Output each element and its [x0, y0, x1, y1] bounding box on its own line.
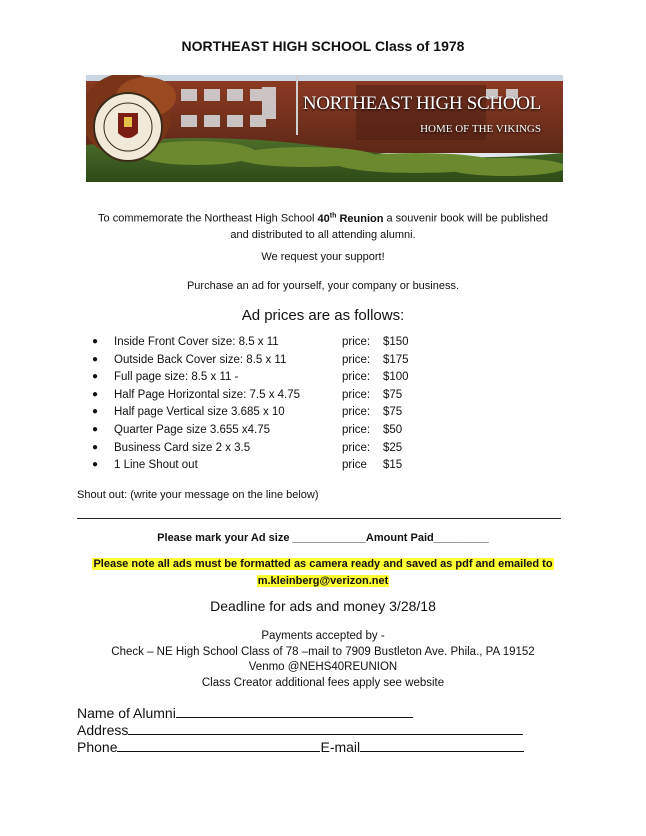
payments-heading: Payments accepted by - [261, 630, 385, 642]
deadline-text: Deadline for ads and money 3/28/18 [210, 598, 436, 614]
email-label: E-mail [320, 739, 361, 755]
banner-tagline: HOME OF THE VIKINGS [420, 123, 541, 135]
payment-class-creator: Class Creator additional fees apply see website [201, 676, 445, 689]
purchase-text: Purchase an ad for yourself, your company or business. [186, 280, 460, 292]
intro-text [0, 208, 646, 243]
price-list-item: ● Outside Back Cover size: 8.5 x 11 price: $175 [92, 353, 409, 366]
format-note [0, 556, 646, 590]
address-label: Address [77, 722, 129, 738]
phone-label: Phone [77, 739, 118, 755]
shout-out-line[interactable] [77, 518, 561, 519]
intro-line1-post: a souvenir book will be published [383, 212, 548, 225]
price-list-item: ● Half Page Horizontal size: 7.5 x 4.75 price: $75 [92, 388, 403, 401]
payments-info [0, 629, 646, 691]
intro-anniversary: 40th Reunion [317, 212, 384, 225]
price-list-item: ● Half page Vertical size 3.685 x 10 price: $75 [92, 406, 403, 419]
ad-prices-heading: Ad prices are as follows: [241, 307, 405, 324]
phone-email-row [77, 738, 524, 755]
phone-field[interactable] [117, 738, 320, 752]
school-banner-image [86, 75, 563, 182]
support-text: We request your support! [261, 251, 385, 263]
format-note-line1: Please note all ads must be formatted as camera ready and saved as pdf and emailed to [93, 558, 553, 570]
payment-venmo: Venmo @NEHS40REUNION [248, 661, 398, 673]
address-row [77, 721, 523, 738]
name-field[interactable] [176, 704, 413, 718]
price-list-item: ● Inside Front Cover size: 8.5 x 11 price: $150 [92, 336, 409, 348]
name-row [77, 704, 413, 721]
address-field[interactable] [128, 721, 523, 735]
price-list-item: ● Quarter Page size 3.655 x4.75 price: $50 [92, 423, 403, 436]
contact-email: m.kleinberg@verizon.net [257, 575, 389, 587]
name-label: Name of Alumni [77, 705, 176, 721]
payment-check: Check – NE High School Class of 78 –mail to 7909 Bustleton Ave. Phila., PA 19152 [111, 645, 535, 658]
ad-size-amount-paid: Please mark your Ad size ____________Amount Paid_________ [157, 532, 489, 544]
intro-line1-pre: To commemorate the Northeast High School [98, 212, 318, 225]
price-list-item: ● Full page size: 8.5 x 11 - price: $100 [92, 371, 409, 384]
email-field[interactable] [360, 738, 524, 752]
page-title: NORTHEAST HIGH SCHOOL Class of 1978 [181, 38, 465, 54]
banner-school-name: NORTHEAST HIGH SCHOOL [302, 93, 541, 114]
shout-out-instructions: Shout out: (write your message on the line below) [77, 489, 319, 501]
price-list [92, 336, 452, 477]
intro-line2: and distributed to all attending alumni. [230, 228, 416, 241]
price-list-item: ● Business Card size 2 x 3.5 price: $25 [92, 441, 403, 454]
price-list-item: ● 1 Line Shout out price $15 [92, 459, 403, 472]
